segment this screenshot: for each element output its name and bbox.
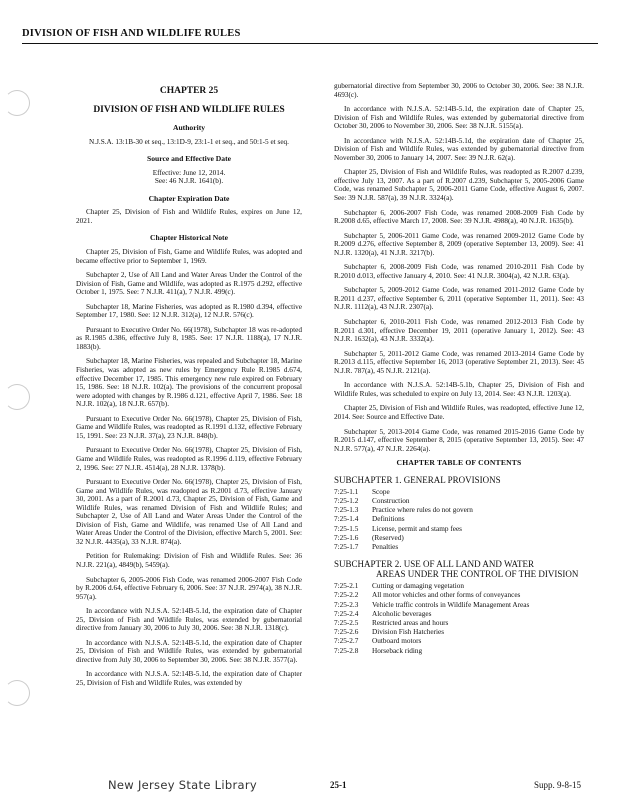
supplement-date: Supp. 9-8-15 — [534, 780, 581, 790]
subchapter-1-list — [334, 488, 584, 552]
punch-hole-mark — [4, 680, 30, 706]
toc-section-number: 7:25-2.7 — [334, 637, 359, 646]
history-paragraph: In accordance with N.J.S.A. 52:14B-5.1d, the expiration date of Chapter 25, Division of Fish and Wildlife Rules, was extended by gubernatorial directive from November 30, 2006 to January 14, 2007. See: 39 N.J.R. 62(a). — [334, 136, 584, 162]
toc-section-title: Horseback riding — [372, 646, 423, 655]
punch-hole-mark — [4, 384, 30, 410]
subchapter-2-list — [334, 582, 584, 656]
toc-section-title: (Reserved) — [372, 533, 404, 542]
authority-text: N.J.S.A. 13:1B-30 et seq., 13:1D-9, 23:1-1 et seq., and 50:1-5 et seq. — [89, 137, 289, 146]
toc-entry — [334, 610, 584, 619]
toc-entry — [334, 647, 584, 656]
library-stamp: New Jersey State Library — [108, 778, 257, 792]
history-paragraph: Pursuant to Executive Order No. 66(1978), Chapter 25, Division of Fish, Game and Wildlife Rules, was readopted as R.1991 d.132, effective February 15, 1991. See: 23 N.J.R. 37(a), 23 N.J.R. 848(b). — [76, 414, 302, 440]
history-paragraph: Subchapter 6, 2008-2009 Fish Code, was renamed 2010-2011 Fish Code by R.2010 d.013, effective January 4, 2010. See: 41 N.J.R. 3004(a), 42 N.J.R. 63(a). — [334, 263, 584, 280]
toc-entry — [334, 628, 584, 637]
history-paragraph: Pursuant to Executive Order No. 66(1978), Chapter 25, Division of Fish, Game and Wildlife Rules, was readopted as R.1996 d.119, effective February 2, 1996. See: 27 N.J.R. 4514(a), 28 N.J.R. 1378(b). — [76, 446, 302, 472]
toc-section-title: Construction — [372, 496, 410, 505]
history-paragraph: Subchapter 18, Marine Fisheries, was adopted as R.1980 d.394, effective September 17, 1980. See: 12 N.J.R. 312(a), 12 N.J.R. 576(c). — [76, 302, 302, 320]
toc-entry — [334, 488, 584, 497]
toc-section-number: 7:25-2.5 — [334, 618, 359, 627]
source-citation: See: 46 N.J.R. 1641(b). — [154, 177, 224, 186]
punch-hole — [0, 676, 34, 710]
toc-section-title: Alcoholic beverages — [372, 609, 432, 618]
toc-section-number: 7:25-1.4 — [334, 515, 359, 524]
history-heading: Chapter Historical Note — [150, 233, 228, 243]
history-paragraph: Subchapter 5, 2011-2012 Game Code, was renamed 2013-2014 Game Code by R.2013 d.115, effective September 16, 2013 (operative September 21, 2013). See: 45 N.J.R. 787(a), 45 N.J.R. 2121(a). — [334, 349, 584, 375]
chapter-number: CHAPTER 25 — [159, 86, 219, 96]
toc-section-title: Practice where rules do not govern — [372, 506, 473, 515]
subchapter-2-title-line1: SUBCHAPTER 2. USE OF ALL LAND AND WATER — [334, 559, 535, 570]
toc-entry — [334, 506, 584, 515]
toc-section-title: Definitions — [372, 515, 405, 524]
toc-section-number: 7:25-2.2 — [334, 591, 359, 600]
history-paragraph: In accordance with N.J.S.A. 52:14B-5.1d, the expiration date of Chapter 25, Division of Fish and Wildlife Rules, was extended by — [76, 670, 302, 687]
toc-entry — [334, 637, 584, 646]
punch-hole-mark — [4, 90, 30, 116]
subchapter-2-title-line2: AREAS UNDER THE CONTROL OF THE DIVISION — [376, 569, 579, 580]
toc-section-title: All motor vehicles and other forms of conveyances — [372, 591, 521, 600]
authority-heading: Authority — [172, 123, 206, 133]
history-paragraph: Subchapter 6, 2010-2011 Fish Code, was renamed 2012-2013 Fish Code by R.2011 d.301, effective December 19, 2011 (operative January 1, 2012). See: 43 N.J.R. 1632(a), 43 N.J.R. 3332(a). — [334, 318, 584, 344]
history-paragraph: Chapter 25, Division of Fish, Game and Wildlife Rules, was adopted and became effective prior to September 1, 1969. — [76, 248, 302, 265]
source-effective: Effective: June 12, 2014. — [152, 168, 226, 177]
toc-entry — [334, 591, 584, 600]
history-paragraph: In accordance with N.J.S.A. 52:14B-5.1d, the expiration date of Chapter 25, Division of Fish and Wildlife Rules, was extended by gubernatorial directive from January 30, 2006 to July 30, 2006. See: 38 N.J.R. 1318(c). — [76, 607, 302, 633]
punch-hole — [0, 380, 34, 414]
toc-entry — [334, 601, 584, 610]
toc-section-title: License, permit and stamp fees — [372, 524, 462, 533]
toc-entry — [334, 582, 584, 591]
toc-section-number: 7:25-2.6 — [334, 628, 359, 637]
history-paragraph: Subchapter 2, Use of All Land and Water Areas Under the Control of the Division of Fish, Game and Wildlife, was adopted as R.1975 d.292, effective October 1, 1975. See: 7 N.J.R. 411(a), 7 N.J.R. 499(c). — [76, 271, 302, 297]
toc-section-number: 7:25-2.1 — [334, 582, 359, 591]
history-paragraph: Pursuant to Executive Order No. 66(1978), Subchapter 18 was re-adopted as R.1985 d.386, effective July 8, 1985. See: 17 N.J.R. 1188(a), 17 N.J.R. 1883(b). — [76, 325, 302, 351]
toc-section-number: 7:25-1.3 — [334, 506, 359, 515]
toc-section-number: 7:25-1.5 — [334, 524, 359, 533]
right-column — [334, 82, 584, 656]
history-paragraph: In accordance with N.J.S.A. 52:14B-5.1b, Chapter 25, Division of Fish and Wildlife Rules, was scheduled to expire on July 13, 2014. See: 43 N.J.R. 1203(a). — [334, 381, 584, 398]
toc-section-number: 7:25-1.7 — [334, 542, 359, 551]
expiration-heading: Chapter Expiration Date — [148, 193, 230, 203]
toc-section-title: Cutting or damaging vegetation — [372, 582, 465, 591]
toc-entry — [334, 619, 584, 628]
toc-entry — [334, 543, 584, 552]
history-paragraph: Subchapter 5, 2013-2014 Game Code, was renamed 2015-2016 Game Code by R.2015 d.147, effective September 8, 2015 (operative September 13, 2015). See: 47 N.J.R. 577(a), 47 N.J.R. 2264(a). — [334, 427, 584, 453]
history-paragraph: In accordance with N.J.S.A. 52:14B-5.1d, the expiration date of Chapter 25, Division of Fish and Wildlife Rules, was extended by gubernatorial directive from July 30, 2006 to September 30, 2006. See: 38 N.J.R. 3577(a). — [76, 638, 302, 664]
toc-section-number: 7:25-1.2 — [334, 496, 359, 505]
toc-section-number: 7:25-2.8 — [334, 646, 359, 655]
toc-section-title: Scope — [372, 487, 390, 496]
history-paragraph: Pursuant to Executive Order No. 66(1978), Chapter 25, Division of Fish, Game and Wildlife Rules, was readopted as R.2001 d.73, effective January 30, 2001. As a part of R.2001 d.73, Chapter 25, Division of Fish, Game and Wildlife Rules, was renamed Division of Fish and Wildlife Rules; and Subchapter 2, Use of All Land and Water Areas Under the Control of the Division of Fish, Game and Wildlife, was renamed Use of All Land and Water Areas Under the Control of the Division, effective March 5, 2001. See: 32 N.J.R. 4435(a), 33 N.J.R. 874(a). — [76, 478, 302, 546]
toc-section-title: Penalties — [372, 542, 399, 551]
history-paragraph: Subchapter 5, 2009-2012 Game Code, was renamed 2011-2012 Game Code by R.2011 d.237, effective September 6, 2011 (operative September 11, 2011). See: 43 N.J.R. 1112(a), 43 N.J.R. 2307(a). — [334, 286, 584, 312]
toc-section-number: 7:25-2.4 — [334, 609, 359, 618]
toc-section-number: 7:25-2.3 — [334, 600, 359, 609]
chapter-title: DIVISION OF FISH AND WILDLIFE RULES — [93, 104, 285, 115]
toc-section-number: 7:25-1.1 — [334, 487, 359, 496]
history-paragraph: Chapter 25, Division of Fish and Wildlife Rules, was readopted, effective June 12, 2014. See: Source and Effective Date. — [334, 404, 584, 421]
source-heading: Source and Effective Date — [146, 154, 231, 164]
toc-entry — [334, 525, 584, 534]
history-paragraph: gubernatorial directive from September 30, 2006 to October 30, 2006. See: 38 N.J.R. 4693(c). — [334, 82, 584, 99]
toc-section-title: Vehicle traffic controls in Wildlife Management Areas — [372, 600, 530, 609]
punch-hole — [0, 86, 34, 120]
toc-section-title: Division Fish Hatcheries — [372, 628, 445, 637]
left-column — [76, 83, 302, 694]
toc-entry — [334, 515, 584, 524]
subchapter-2-title — [334, 559, 584, 579]
history-paragraph: In accordance with N.J.S.A. 52:14B-5.1d, the expiration date of Chapter 25, Division of Fish and Wildlife Rules, was extended by gubernatorial directive from October 30, 2006 to November 30, 2006. See: 38 N.J.R. 5155(a). — [334, 105, 584, 131]
history-paragraph: Subchapter 6, 2006-2007 Fish Code, was renamed 2008-2009 Fish Code by R.2008 d.65, effective March 17, 2008. See: 39 N.J.R. 4988(a), 40 N.J.R. 1635(b). — [334, 208, 584, 226]
toc-section-title: Restricted areas and hours — [372, 618, 449, 627]
toc-section-title: Outboard motors — [372, 637, 422, 646]
running-header: DIVISION OF FISH AND WILDLIFE RULES — [22, 28, 598, 44]
toc-heading: CHAPTER TABLE OF CONTENTS — [396, 458, 522, 468]
history-paragraph: Subchapter 6, 2005-2006 Fish Code, was renamed 2006-2007 Fish Code by R.2006 d.64, effective February 6, 2006. See: 37 N.J.R. 2974(a), 38 N.J.R. 957(a). — [76, 575, 302, 601]
history-paragraph: Chapter 25, Division of Fish and Wildlife Rules, was readopted as R.2007 d.239, effective July 13, 2007. As a part of R.2007 d.239, Subchapter 5, 2005-2006 Game Code, was renamed Subchapter 5, 2006-2011 Game Code, effective August 6, 2007. See: 39 N.J.R. 587(a), 39 N.J.R. 3324(a). — [334, 168, 584, 203]
history-paragraph: Petition for Rulemaking: Division of Fish and Wildlife Rules. See: 36 N.J.R. 221(a), 4849(b), 5459(a). — [76, 552, 302, 569]
toc-section-number: 7:25-1.6 — [334, 533, 359, 542]
toc-entry — [334, 534, 584, 543]
history-paragraph: Subchapter 5, 2006-2011 Game Code, was renamed 2009-2012 Game Code by R.2009 d.276, effective September 8, 2009 (operative September 13, 2009). See: 41 N.J.R. 1320(a), 41 N.J.R. 3217(b). — [334, 231, 584, 257]
expiration-text: Chapter 25, Division of Fish and Wildlife Rules, expires on June 12, 2021. — [76, 208, 302, 225]
history-paragraph: Subchapter 18, Marine Fisheries, was repealed and Subchapter 18, Marine Fisheries, was adopted as new rules by Emergency Rule R.1985 d.674, effective December 17, 1985. This emergency new rule expired on February 15, 1986. See: 18 N.J.R. 102(a). The provisions of the concurrent proposal were adopted with changes by R.1986 d.121, effective April 7, 1986. See: 18 N.J.R. 102(a), 18 N.J.R. 657(b). — [76, 357, 302, 409]
page-footer — [0, 780, 618, 794]
page-number: 25-1 — [330, 780, 347, 790]
subchapter-1-title: SUBCHAPTER 1. GENERAL PROVISIONS — [334, 474, 501, 485]
toc-entry — [334, 497, 584, 506]
